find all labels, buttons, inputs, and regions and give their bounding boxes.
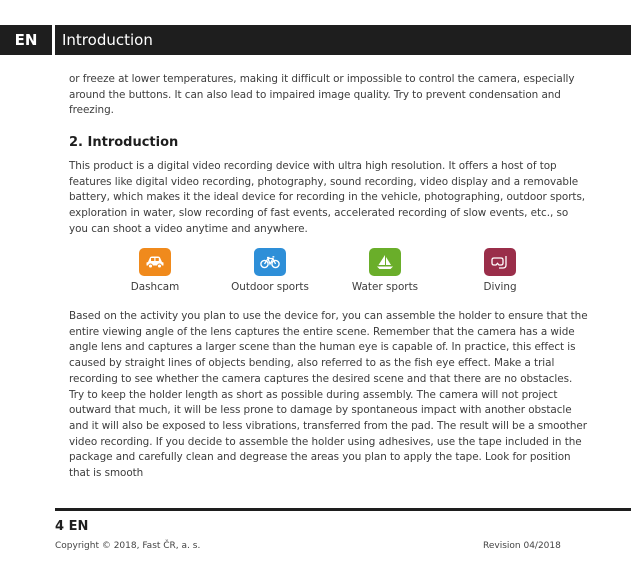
activity-icon-row xyxy=(100,248,570,298)
section-paragraph: This product is a digital video recording device with ultra high resolution. It offers a host of top features like digital video recording, photography, sound recording, video display and a removable battery, which makes it the ideal device for recording in the vehicle, photographing, outdoor sports, exploration in water, slow recording of fast events, accelerated recording of slow events, etc., so you can shoot a video anytime and anywhere. xyxy=(69,160,586,235)
revision-text: Revision 04/2018 xyxy=(483,541,561,551)
activity-outdoor-sports xyxy=(215,248,325,293)
activity-label: Water sports xyxy=(351,281,419,293)
chapter-title: Introduction xyxy=(55,25,631,55)
activity-label: Outdoor sports xyxy=(231,281,309,293)
sailboat-icon xyxy=(369,248,401,276)
section-title: 2. Introduction xyxy=(69,135,179,150)
car-icon xyxy=(139,248,171,276)
mounting-paragraph: Based on the activity you plan to use the device for, you can assemble the holder to ensure that the entire viewing angle of the lens captures the entire scene. Remember that the camera has a wide angle lens and captures a larger scene than the human eye is capable of. In practice, this effect is caused by straight lines of objects bending, also referred to as the fish eye effect. Make a trial recording to see whether the camera captures the desired scene and that there are no obstacles. Try to keep the holder length as short as possible during assembly. The camera will not project outward that much, it will be less prone to damage by spontaneous impact with another obstacle and it will also be exposed to less vibrations, transferred from the pad. The result will be a smoother video recording. If you decide to assemble the holder using adhesives, use the tape included in the package and carefully clean and degrease the areas you plan to apply the tape. Look for position that is smooth xyxy=(69,310,588,480)
activity-label: Dashcam xyxy=(130,281,180,293)
activity-label: Diving xyxy=(483,281,517,293)
page-header xyxy=(0,25,631,55)
activity-diving xyxy=(445,248,555,293)
copyright-text: Copyright © 2018, Fast ČR, a. s. xyxy=(55,541,201,551)
activity-dashcam xyxy=(100,248,210,293)
activity-water-sports xyxy=(330,248,440,293)
diving-mask-icon xyxy=(484,248,516,276)
intro-paragraph: or freeze at lower temperatures, making it difficult or impossible to control the camera, especially around the buttons. It can also lead to impaired image quality. Try to prevent condensation and freezing. xyxy=(69,73,575,117)
language-badge: EN xyxy=(0,25,52,55)
bicycle-icon xyxy=(254,248,286,276)
footer-divider xyxy=(55,508,631,511)
page-number: 4 EN xyxy=(55,519,89,534)
